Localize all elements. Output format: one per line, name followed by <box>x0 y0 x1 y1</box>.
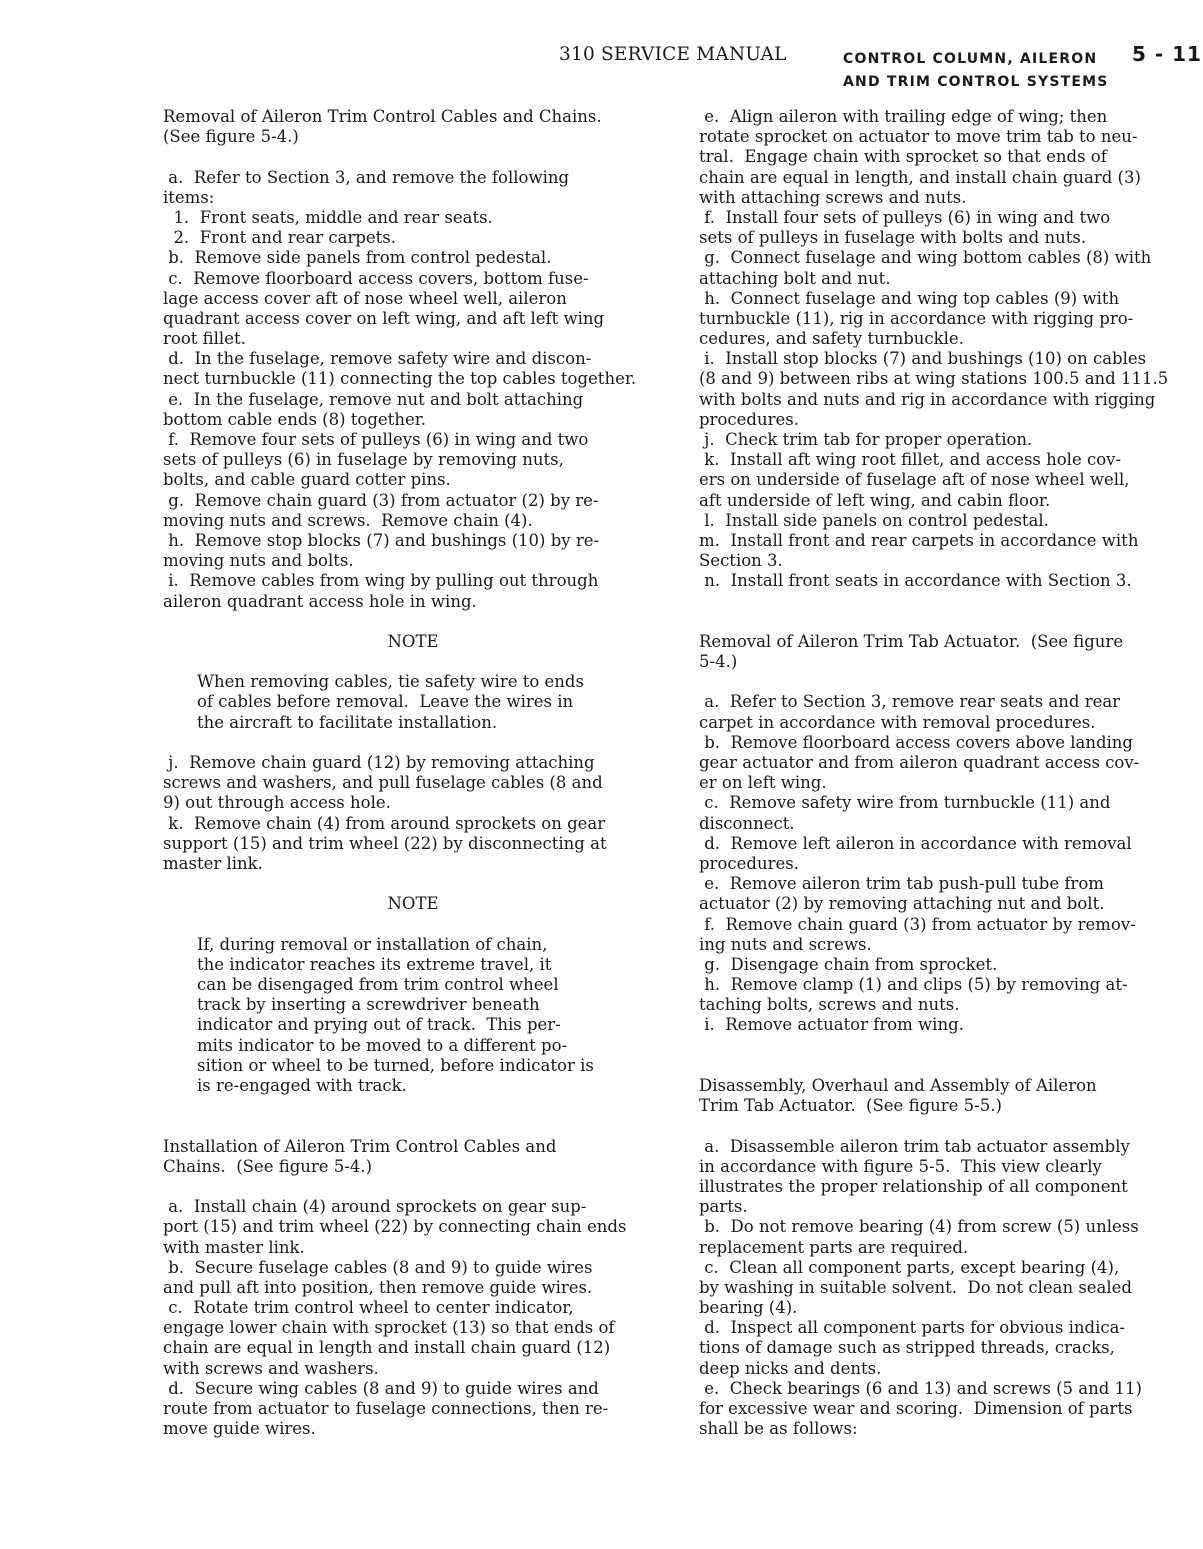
note-body <box>163 672 663 733</box>
text-line: mits indicator to be moved to a different po- <box>197 1035 568 1055</box>
note-body <box>163 935 663 1097</box>
text-line: aileron quadrant access hole in wing. <box>163 591 477 611</box>
text-line: a. Install chain (4) around sprockets on gear sup- <box>163 1197 587 1217</box>
text-line: 1. Front seats, middle and rear seats. <box>163 207 493 227</box>
text-line: parts. <box>699 1197 748 1217</box>
install-cables-steps-continued <box>699 107 1189 592</box>
text-line: attaching bolt and nut. <box>699 268 891 288</box>
text-line: ing nuts and screws. <box>699 934 872 954</box>
text-line: sition or wheel to be turned, before indicator is <box>197 1055 594 1075</box>
text-line: g. Disengage chain from sprocket. <box>699 954 998 974</box>
text-line: d. Secure wing cables (8 and 9) to guide wires and <box>163 1378 599 1398</box>
text-line: with bolts and nuts and rig in accordance with rigging <box>699 389 1156 409</box>
text-line: h. Remove stop blocks (7) and bushings (10) by re- <box>163 530 600 550</box>
text-line: procedures. <box>699 853 799 873</box>
text-line: 2. Front and rear carpets. <box>163 228 397 248</box>
text-line: with attaching screws and nuts. <box>699 187 967 207</box>
text-line: If, during removal or installation of chain, <box>197 934 548 954</box>
text-line: j. Check trim tab for proper operation. <box>699 430 1033 449</box>
text-line: 5-4.) <box>699 652 738 672</box>
text-line: g. Remove chain guard (3) from actuator (2) by re- <box>163 490 599 510</box>
text-line: port (15) and trim wheel (22) by connecting chain ends <box>163 1217 627 1237</box>
text-line: can be disengaged from trim control wheel <box>197 975 559 995</box>
text-line: and pull aft into position, then remove guide wires. <box>163 1277 593 1297</box>
text-line: support (15) and trim wheel (22) by disconnecting at <box>163 833 607 853</box>
removal-cables-steps-continued <box>163 753 663 874</box>
text-line: (See figure 5-4.) <box>163 127 299 147</box>
overhaul-heading <box>699 1076 1189 1116</box>
text-line: moving nuts and bolts. <box>163 551 354 571</box>
text-line: d. Remove left aileron in accordance with removal <box>699 833 1132 853</box>
text-line: sets of pulleys in fuselage with bolts and nuts. <box>699 228 1087 248</box>
text-line: c. Clean all component parts, except bearing (4), <box>699 1257 1120 1277</box>
text-line: shall be as follows: <box>699 1419 858 1439</box>
text-line: a. Refer to Section 3, and remove the following <box>163 167 570 187</box>
text-line: Chains. (See figure 5-4.) <box>163 1156 373 1176</box>
text-line: g. Connect fuselage and wing bottom cables (8) with <box>699 248 1152 268</box>
text-line: b. Do not remove bearing (4) from screw (5) unless <box>699 1217 1139 1237</box>
text-line: chain are equal in length and install chain guard (12) <box>163 1338 611 1358</box>
text-line: Disassembly, Overhaul and Assembly of Aileron <box>699 1076 1097 1095</box>
text-line: procedures. <box>699 409 799 429</box>
text-line: b. Secure fuselage cables (8 and 9) to guide wires <box>163 1257 593 1277</box>
text-line: Removal of Aileron Trim Tab Actuator. (See figure <box>699 631 1124 651</box>
text-line: bottom cable ends (8) together. <box>163 409 427 429</box>
text-line: the indicator reaches its extreme travel, it <box>197 954 552 974</box>
text-line: h. Remove clamp (1) and clips (5) by removing at- <box>699 975 1128 995</box>
text-line: of cables before removal. Leave the wires in <box>197 692 574 712</box>
text-line: gear actuator and from aileron quadrant access cov- <box>699 753 1140 772</box>
text-line: root fillet. <box>163 329 246 349</box>
text-line: quadrant access cover on left wing, and aft left wing <box>163 308 605 328</box>
text-line: indicator and prying out of track. This per- <box>197 1015 561 1035</box>
text-line: b. Remove floorboard access covers above landing <box>699 732 1133 752</box>
text-line: bearing (4). <box>699 1298 798 1318</box>
note-title: NOTE <box>387 894 439 914</box>
section-title-line-2: AND TRIM CONTROL SYSTEMS <box>843 74 1109 90</box>
text-line: Section 3. <box>699 551 783 571</box>
text-line: a. Refer to Section 3, remove rear seats and rear <box>699 692 1121 712</box>
text-line: is re-engaged with track. <box>197 1076 407 1095</box>
text-line: Trim Tab Actuator. (See figure 5-5.) <box>699 1096 1002 1116</box>
removal-cables-steps <box>163 168 663 612</box>
text-line: cedures, and safety turnbuckle. <box>699 329 964 349</box>
text-line: tral. Engage chain with sprocket so that ends of <box>699 147 1107 167</box>
text-line: f. Install four sets of pulleys (6) in wing and two <box>699 207 1111 227</box>
section-title-line-1: CONTROL COLUMN, AILERON <box>843 51 1098 67</box>
manual-title: 310 SERVICE MANUAL <box>559 44 787 65</box>
text-line: d. In the fuselage, remove safety wire and discon- <box>163 349 592 369</box>
text-line: c. Rotate trim control wheel to center indicator, <box>163 1298 574 1318</box>
text-line: c. Remove floorboard access covers, bottom fuse- <box>163 268 589 288</box>
text-line: replacement parts are required. <box>699 1237 969 1257</box>
text-line: i. Remove actuator from wing. <box>699 1015 964 1035</box>
right-column <box>699 107 1189 1439</box>
removal-actuator-steps <box>699 692 1189 1035</box>
text-line: a. Disassemble aileron trim tab actuator assembly <box>699 1136 1130 1156</box>
install-cables-heading <box>163 1137 663 1177</box>
text-line: 9) out through access hole. <box>163 793 391 813</box>
text-line: k. Remove chain (4) from around sprockets on gear <box>163 813 606 833</box>
text-line: j. Remove chain guard (12) by removing attaching <box>163 753 595 772</box>
text-line: d. Inspect all component parts for obvious indica- <box>699 1318 1126 1338</box>
text-line: e. Remove aileron trim tab push-pull tube from <box>699 874 1104 894</box>
left-column <box>163 107 663 1439</box>
text-line: taching bolts, screws and nuts. <box>699 995 960 1015</box>
text-line: i. Remove cables from wing by pulling out through <box>163 571 599 591</box>
text-line: sets of pulleys (6) in fuselage by removing nuts, <box>163 450 564 470</box>
text-line: (8 and 9) between ribs at wing stations 100.5 and 111.5 <box>699 369 1169 389</box>
text-line: When removing cables, tie safety wire to ends <box>197 672 584 692</box>
text-line: f. Remove chain guard (3) from actuator by remov- <box>699 914 1136 934</box>
text-line: for excessive wear and scoring. Dimension of parts <box>699 1399 1133 1418</box>
overhaul-steps <box>699 1137 1189 1440</box>
text-line: move guide wires. <box>163 1419 316 1439</box>
text-line: screws and washers, and pull fuselage cables (8 and <box>163 773 603 793</box>
text-line: f. Remove four sets of pulleys (6) in wing and two <box>163 430 589 449</box>
text-line: master link. <box>163 853 263 873</box>
text-line: with screws and washers. <box>163 1358 379 1378</box>
text-line: engage lower chain with sprocket (13) so that ends of <box>163 1318 615 1338</box>
note-title: NOTE <box>387 631 439 651</box>
section-title <box>843 48 1109 94</box>
text-line: l. Install side panels on control pedestal. <box>699 510 1049 530</box>
text-line: bolts, and cable guard cotter pins. <box>163 470 451 490</box>
text-line: aft underside of left wing, and cabin floor. <box>699 490 1051 510</box>
text-line: k. Install aft wing root fillet, and access hole cov- <box>699 450 1122 470</box>
removal-cables-heading <box>163 107 663 147</box>
text-line: actuator (2) by removing attaching nut and bolt. <box>699 894 1105 914</box>
text-line: ers on underside of fuselage aft of nose wheel well, <box>699 470 1130 490</box>
text-line: with master link. <box>163 1237 305 1257</box>
text-line: moving nuts and screws. Remove chain (4). <box>163 510 533 530</box>
text-line: chain are equal in length, and install chain guard (3) <box>699 167 1141 187</box>
text-line: route from actuator to fuselage connections, then re- <box>163 1399 609 1418</box>
text-line: lage access cover aft of nose wheel well, aileron <box>163 288 567 308</box>
text-line: er on left wing. <box>699 773 827 793</box>
text-line: n. Install front seats in accordance with Section 3. <box>699 571 1132 591</box>
text-line: carpet in accordance with removal procedures. <box>699 712 1096 732</box>
text-line: illustrates the proper relationship of all component <box>699 1176 1128 1196</box>
page-number: 5 - 11 <box>1132 42 1202 66</box>
text-line: e. Check bearings (6 and 13) and screws (5 and 11) <box>699 1378 1142 1398</box>
text-line: m. Install front and rear carpets in accordance with <box>699 530 1139 550</box>
text-line: h. Connect fuselage and wing top cables (9) with <box>699 288 1120 308</box>
text-line: the aircraft to facilitate installation. <box>197 712 498 732</box>
removal-actuator-heading <box>699 632 1189 672</box>
text-line: turnbuckle (11), rig in accordance with rigging pro- <box>699 308 1134 328</box>
text-line: rotate sprocket on actuator to move trim tab to neu- <box>699 127 1138 147</box>
text-line: items: <box>163 187 215 207</box>
text-line: deep nicks and dents. <box>699 1358 882 1378</box>
install-cables-steps <box>163 1197 663 1439</box>
text-line: b. Remove side panels from control pedestal. <box>163 248 552 268</box>
text-line: Installation of Aileron Trim Control Cables and <box>163 1136 557 1156</box>
text-line: Removal of Aileron Trim Control Cables and Chains. <box>163 107 602 126</box>
text-line: c. Remove safety wire from turnbuckle (11) and <box>699 793 1111 813</box>
text-line: e. Align aileron with trailing edge of wing; then <box>699 107 1108 126</box>
text-line: disconnect. <box>699 813 795 833</box>
text-line: track by inserting a screwdriver beneath <box>197 995 540 1015</box>
text-line: nect turnbuckle (11) connecting the top cables together. <box>163 369 637 389</box>
text-line: tions of damage such as stripped threads, cracks, <box>699 1338 1115 1358</box>
text-line: e. In the fuselage, remove nut and bolt attaching <box>163 389 584 409</box>
text-line: in accordance with figure 5-5. This view clearly <box>699 1156 1102 1176</box>
text-line: i. Install stop blocks (7) and bushings (10) on cables <box>699 349 1147 369</box>
text-line: by washing in suitable solvent. Do not clean sealed <box>699 1277 1132 1297</box>
